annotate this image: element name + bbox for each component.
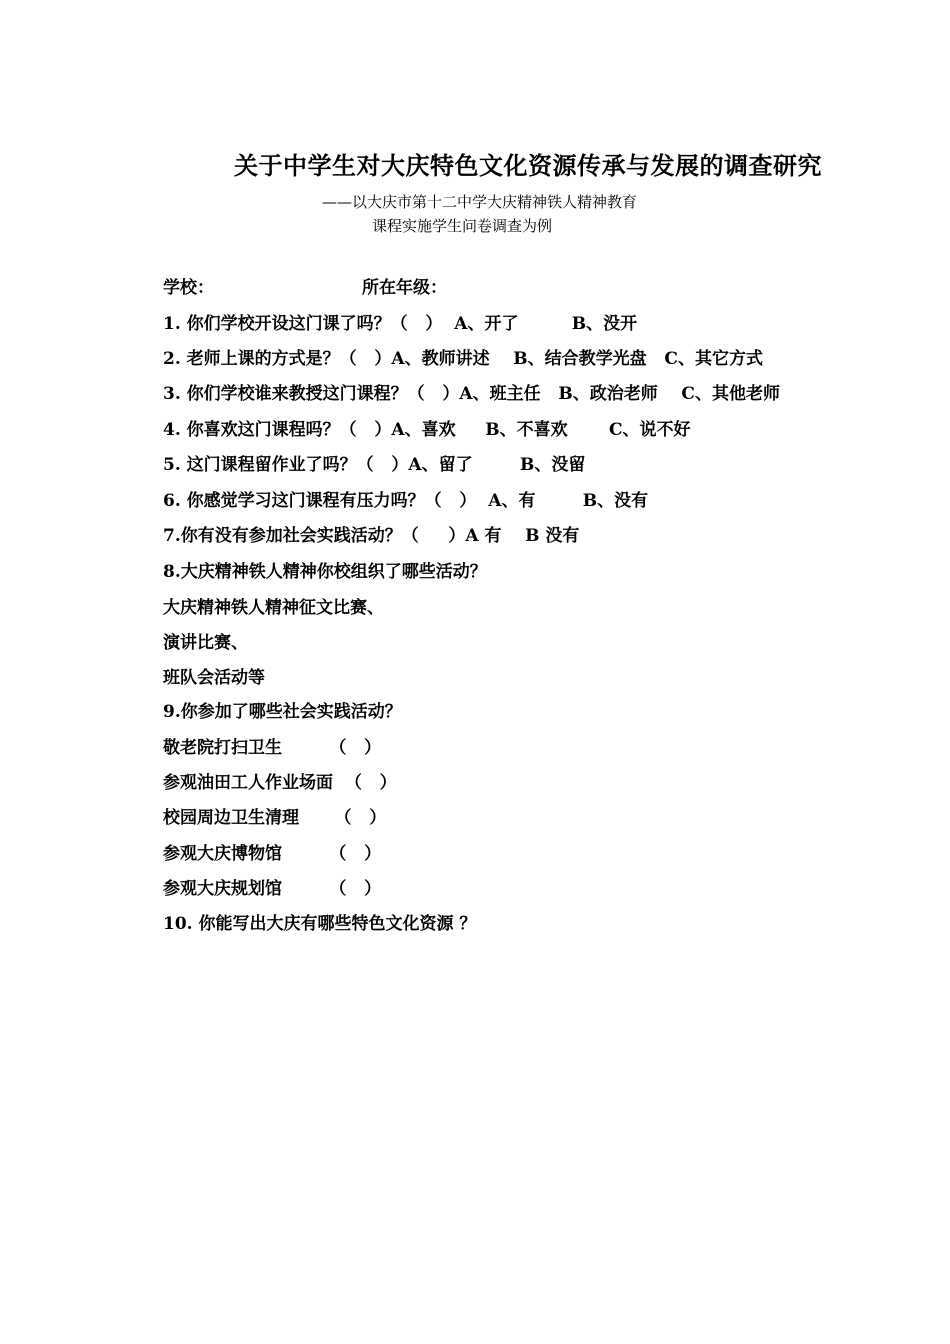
question-5: 5. 这门课程留作业了吗？（ ）A、留了 B、没留 [163, 455, 586, 475]
activity-option: 参观油田工人作业场面 （ ） [163, 773, 397, 793]
question-9: 9.你参加了哪些社会实践活动？ [163, 702, 402, 722]
document-title: 关于中学生对大庆特色文化资源传承与发展的调查研究 [234, 151, 822, 180]
activity-option: 参观大庆博物馆 （ ） [163, 844, 382, 864]
question-4: 4. 你喜欢这门课程吗？（ ）A、喜欢 B、不喜欢 C、说不好 [163, 420, 691, 440]
document-subtitle-line-2: 课程实施学生问卷调查为例 [372, 217, 553, 235]
activity-option: 参观大庆规划馆 （ ） [163, 879, 382, 899]
document-subtitle-line-1: ——以大庆市第十二中学大庆精神铁人精神教育 [322, 193, 638, 211]
question-8: 8.大庆精神铁人精神你校组织了哪些活动？ [163, 562, 487, 582]
question-10: 10. 你能写出大庆有哪些特色文化资源 ？ [163, 914, 477, 934]
question-1: 1. 你们学校开设这门课了吗？（ ） A、开了 B、没开 [163, 314, 638, 334]
answer-line: 演讲比赛、 [163, 633, 248, 653]
answer-line: 班队会活动等 [163, 668, 265, 688]
answer-line: 大庆精神铁人精神征文比赛、 [163, 598, 384, 618]
question-2: 2. 老师上课的方式是？（ ）A、教师讲述 B、结合教学光盘 C、其它方式 [163, 349, 763, 369]
question-6: 6. 你感觉学习这门课程有压力吗？（ ） A、有 B、没有 [163, 491, 649, 511]
school-grade-line: 学校： 所在年级： [163, 278, 447, 298]
activity-option: 校园周边卫生清理 （ ） [163, 808, 387, 828]
question-7: 7.你有没有参加社会实践活动？（ ）A 有 B 没有 [163, 526, 580, 546]
question-3: 3. 你们学校谁来教授这门课程？（ ）A、班主任 B、政治老师 C、其他老师 [163, 384, 780, 404]
activity-option: 敬老院打扫卫生 （ ） [163, 738, 382, 758]
